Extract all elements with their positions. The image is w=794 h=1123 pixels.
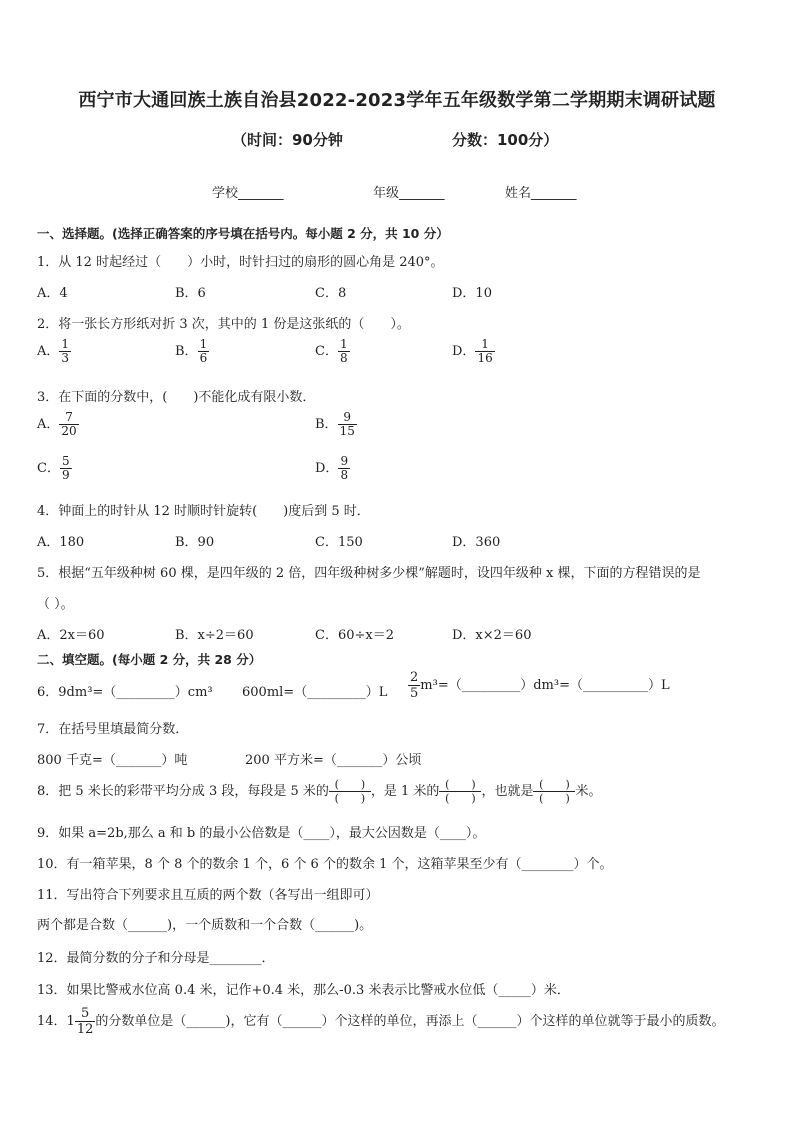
section1-heading: 一、选择题。(选择正确答案的序号填在括号内。每小题 2 分，共 10 分） [37, 226, 449, 241]
q2-option-c [315, 338, 350, 365]
denominator: 6 [199, 351, 208, 365]
q1-option-b: B．6 [175, 286, 206, 301]
denominator: 16 [477, 351, 493, 365]
fraction [475, 338, 494, 365]
school-field: 学校_______ [212, 186, 284, 201]
q8-part-2: ，是 1 米的 [370, 784, 440, 799]
blank-fraction[interactable] [533, 778, 575, 805]
q3-option-b [315, 411, 357, 438]
q2-text: 2．将一张长方形纸对折 3 次，其中的 1 份是这张纸的（ ）。 [37, 317, 410, 332]
q8-text [37, 778, 601, 805]
denominator: 12 [76, 1022, 94, 1037]
q4-text: 4．钟面上的时针从 12 时顺时针旋转( )度后到 5 时． [37, 504, 370, 519]
q1-option-c: C．8 [315, 286, 347, 301]
q1-text: 1．从 12 时起经过（ ）小时，时针扫过的扇形的圆心角是 240°。 [37, 255, 444, 270]
q4-option-c: C．150 [315, 535, 363, 550]
q8-part-1: 8．把 5 米长的彩带平均分成 3 段，每段是 5 米的 [37, 784, 329, 799]
fraction [60, 455, 72, 482]
section2-heading: 二、填空题。(每小题 2 分，共 28 分） [37, 652, 262, 667]
numerator: 1 [199, 337, 208, 351]
option-label: D． [452, 344, 476, 359]
denominator: 5 [410, 686, 419, 701]
fraction [59, 411, 78, 438]
fraction [59, 338, 71, 365]
numerator-blank: ( ) [334, 778, 366, 791]
fraction [338, 338, 350, 365]
q6-part-c-text: m³=（_________）dm³=（__________）L [420, 678, 670, 693]
q14-prefix: 14．1 [37, 1014, 75, 1029]
numerator: 1 [481, 337, 489, 351]
q8-part-3: ，也就是 [481, 784, 534, 799]
q1-option-d: D．10 [452, 286, 492, 301]
q4-option-b: B．90 [175, 535, 215, 550]
q6-part-a: 6．9dm³=（_________）cm³ [37, 685, 213, 700]
numerator: 7 [65, 410, 73, 424]
q3-option-a [37, 411, 79, 438]
q9-text: 9．如果 a=2b,那么 a 和 b 的最小公倍数是（____），最大公因数是（____）。 [37, 826, 486, 841]
option-label: A． [37, 344, 60, 359]
q10-text: 10．有一箱苹果，8 个 8 个的数余 1 个，6 个 6 个的数余 1 个，这箱苹果至少有（________）个。 [37, 857, 613, 872]
option-label: C． [315, 344, 338, 359]
exam-time: （时间：90分钟 [232, 131, 343, 149]
q1-option-a: A．4 [37, 286, 68, 301]
q7-part-a: 800 千克=（_______）吨 [37, 753, 188, 768]
option-label: B． [175, 344, 198, 359]
grade-field: 年级_______ [373, 186, 445, 201]
denominator: 9 [61, 468, 70, 482]
exam-title: 西宁市大通回族土族自治县2022-2023学年五年级数学第二学期期末调研试题 [78, 90, 716, 111]
denominator-blank: ( ) [439, 791, 481, 805]
numerator: 9 [340, 454, 349, 468]
denominator: 8 [340, 468, 349, 482]
denominator: 20 [61, 424, 77, 438]
q5-text-continued: （ ）。 [37, 597, 74, 612]
numerator: 5 [61, 454, 70, 468]
numerator: 9 [343, 410, 352, 424]
q7-text: 7．在括号里填最简分数． [37, 722, 189, 737]
option-label: D． [315, 461, 339, 476]
q14-body: 的分数单位是（______)，它有（______）个这样的单位，再添上（______）个这样的单位就等于最小的质数。 [95, 1014, 725, 1029]
numerator: 2 [410, 670, 419, 685]
q5-option-a: A．2x＝60 [37, 628, 105, 643]
q3-option-c [37, 455, 72, 482]
numerator-blank: ( ) [539, 778, 570, 791]
q11-text: 11．写出符合下列要求且互质的两个数（各写出一组即可） [37, 888, 379, 903]
numerator: 5 [80, 1006, 90, 1021]
q2-option-b [175, 338, 209, 365]
q12-text: 12．最简分数的分子和分母是________． [37, 951, 275, 966]
q4-option-d: D．360 [452, 535, 501, 550]
q8-part-4: 米。 [575, 784, 602, 799]
q5-option-c: C．60÷x＝2 [315, 628, 394, 643]
fraction [75, 1006, 96, 1037]
option-label: B． [315, 417, 338, 432]
q2-option-d [452, 338, 495, 365]
exam-score: 分数：100分） [452, 131, 559, 149]
q2-option-a [37, 338, 71, 365]
q5-option-b: B．x÷2＝60 [175, 628, 254, 643]
denominator-blank: ( ) [329, 791, 371, 805]
denominator: 3 [61, 351, 70, 365]
denominator-blank: ( ) [533, 791, 575, 805]
q4-option-a: A．180 [37, 535, 85, 550]
name-field: 姓名_______ [505, 186, 577, 201]
fraction [338, 455, 350, 482]
option-label: A． [37, 417, 60, 432]
fraction [338, 411, 357, 438]
q7-part-b: 200 平方米=（_______）公顷 [245, 753, 422, 768]
denominator: 8 [339, 351, 348, 365]
numerator: 1 [339, 337, 348, 351]
q3-text: 3．在下面的分数中，( )不能化成有限小数． [37, 390, 316, 405]
blank-fraction[interactable] [439, 778, 481, 805]
q6-part-c [408, 670, 670, 701]
option-label: C． [37, 461, 60, 476]
q14-text [37, 1006, 724, 1037]
numerator: 1 [61, 337, 70, 351]
q3-option-d [315, 455, 350, 482]
q6-part-b: 600ml=（_________）L [242, 685, 388, 700]
q11-text-continued: 两个都是合数（______)，一个质数和一个合数（______)。 [37, 918, 373, 933]
numerator-blank: ( ) [445, 778, 476, 791]
fraction [198, 338, 210, 365]
q13-text: 13．如果比警戒水位高 0.4 米，记作+0.4 米，那么-0.3 米表示比警戒水位低（_____）米． [37, 983, 570, 998]
q5-text: 5．根据“五年级种树 60 棵，是四年级的 2 倍，四年级种树多少棵”解题时，设四年级种 x 棵，下面的方程错误的是 [37, 566, 701, 581]
q5-option-d: D．x×2＝60 [452, 628, 532, 643]
denominator: 15 [339, 424, 355, 438]
fraction [408, 670, 420, 701]
blank-fraction[interactable] [329, 778, 371, 805]
